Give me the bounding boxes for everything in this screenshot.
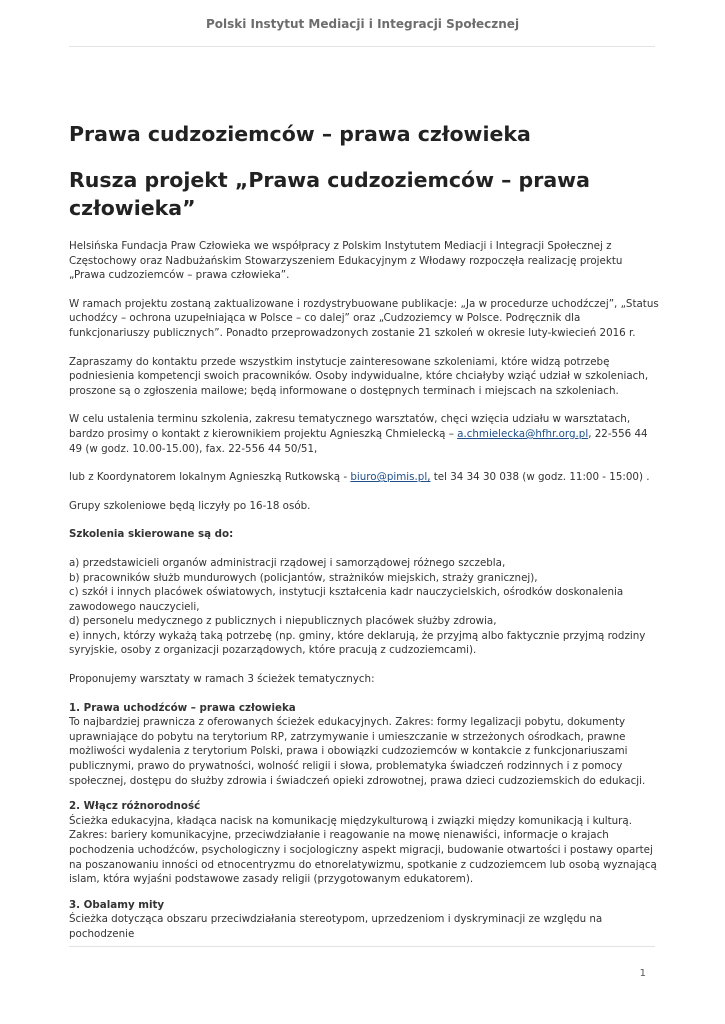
header-divider [69,46,655,47]
path-body: Ścieżka dotycząca obszaru przeciwdziałania stereotypom, uprzedzeniom i dyskryminacji ze względu na pochodzenie [69,913,603,940]
intro-paragraph: Helsińska Fundacja Praw Człowieka we współpracy z Polskim Instytutem Mediacji i Integracji Społecznej z Częstochowy oraz Nadbużańskim Stowarzyszeniem Edukacyjnym z Włodawy rozpoczęła realizację projektu „Prawa cudzoziemców – prawa człowieka”. [69,240,623,282]
page-title: Prawa cudzoziemców – prawa człowieka [69,122,531,146]
path-section [69,898,659,942]
audience-item: e) innych, którzy wykażą taką potrzebę (np. gminy, które deklarują, że przyjmą albo faktycznie przyjmą rodziny syryjskie, osoby z organizacji pozarządowych, które pracują z cudzoziemcami). [69,629,646,657]
path-section [69,799,659,887]
path-title: 3. Obalamy mity [69,898,165,911]
email-link-chmielecka[interactable]: a.chmielecka@hfhr.org.pl [457,427,589,440]
path-body: Ścieżka edukacyjna, kładąca nacisk na komunikację międzykulturową i związki między komunikacją i kulturą. Zakres: bariery komunikacyjne, przeciwdziałanie i reagowanie na mowę nienawiści, informacje o krajach pochodzenia uchodźców, psychologiczny i socjologiczny aspekt migracji, budowanie otwartości i postawy opartej na poszanowaniu inności od etnocentryzmu do etnorelatywizmu, spotkanie z cudzoziemcem lub osobą wyznającą islam, która wyjaśni podstawowe zasady religii (przygotowanym edukatorem). [69,814,657,886]
contact-paragraph-coordinator [69,412,659,456]
contact-text-before: W celu ustalenia terminu szkolenia, zakresu tematycznego warsztatów, chęci wzięcia udziału w warsztatach, bardzo prosimy o kontakt z kierownikiem projektu Agnieszką Chmielecką – [69,413,631,440]
invitation-paragraph: Zapraszamy do kontaktu przede wszystkim instytucje zainteresowane szkoleniami, które widzą potrzebę podniesienia kompetencji swoich pracowników. Osoby indywidualne, które chciałyby wziąć udział w szkoleniach, proszone są o zgłoszenia mailowe; będą informowane o dostępnych terminach i miejscach na szkoleniach. [69,355,649,397]
footer-divider [69,946,655,947]
path-title: 1. Prawa uchodźców – prawa człowieka [69,701,296,714]
article-subtitle: Rusza projekt „Prawa cudzoziemców – prawa człowieka” [69,168,590,220]
publications-paragraph: W ramach projektu zostaną zaktualizowane i rozdystrybuowane publikacje: „Ja w procedurze uchodźczej”, „Status uchodźcy – ochrona uzupełniająca w Polsce – co dalej” oraz „Cudzoziemcy w Polsce. Podręcznik dla funkcjonariuszy publicznych”. Ponadto przeprowadzonych zostanie 21 szkoleń w okresie luty-kwiecień 2016 r. [69,297,659,339]
groups-paragraph: Grupy szkoleniowe będą liczyły po 16-18 osób. [69,499,311,512]
path-title: 2. Włącz różnorodność [69,800,201,813]
workshops-intro: Proponujemy warsztaty w ramach 3 ścieżek tematycznych: [69,673,375,686]
path-section [69,701,659,789]
audience-heading: Szkolenia skierowane są do: [69,528,234,541]
page-number: 1 [639,968,646,979]
contact-local-after: tel 34 34 30 038 (w godz. 11:00 - 15:00) . [430,471,650,484]
audience-item: d) personelu medycznego z publicznych i niepublicznych placówek służby zdrowia, [69,615,497,628]
audience-item: c) szkół i innych placówek oświatowych, instytucji kształcenia kadr nauczycielskich, ośrodków doskonalenia zawodowego nauczycieli, [69,586,624,613]
audience-item: b) pracowników służb mundurowych (policjantów, strażników miejskich, straży granicznej), [69,571,538,584]
article-content [69,120,659,953]
email-link-pimis[interactable]: biuro@pimis.pl, [350,471,431,484]
audience-list [69,556,659,658]
audience-item: a) przedstawicieli organów administracji rządowej i samorządowej różnego szczebla, [69,556,506,569]
contact-local-before: lub z Koordynatorem lokalnym Agnieszką Rutkowską - [69,471,351,484]
document-header: Polski Instytut Mediacji i Integracji Społecznej [205,17,520,31]
contact-paragraph-local [69,470,659,485]
path-body: To najbardziej prawnicza z oferowanych ścieżek edukacyjnych. Zakres: formy legalizacji pobytu, dokumenty uprawniające do pobytu na terytorium RP, zatrzymywanie i umieszczanie w strzeżonych ośrodkach, prawne możliwości wydalenia z terytorium Polski, prawa i obowiązki cudzoziemców w kontakcie z funkcjonariuszami publicznymi, prawo do prywatności, wolność religii i słowa, problematyka świadczeń rodzinnych i z pomocy społecznej, dostępu do służby zdrowia i świadczeń opieki zdrowotnej, prawa dzieci cudzoziemskich do edukacji. [69,716,646,787]
contact-text-after: , 22-556 44 49 (w godz. 10.00-15.00), fax. 22-556 44 50/51, [69,427,648,455]
